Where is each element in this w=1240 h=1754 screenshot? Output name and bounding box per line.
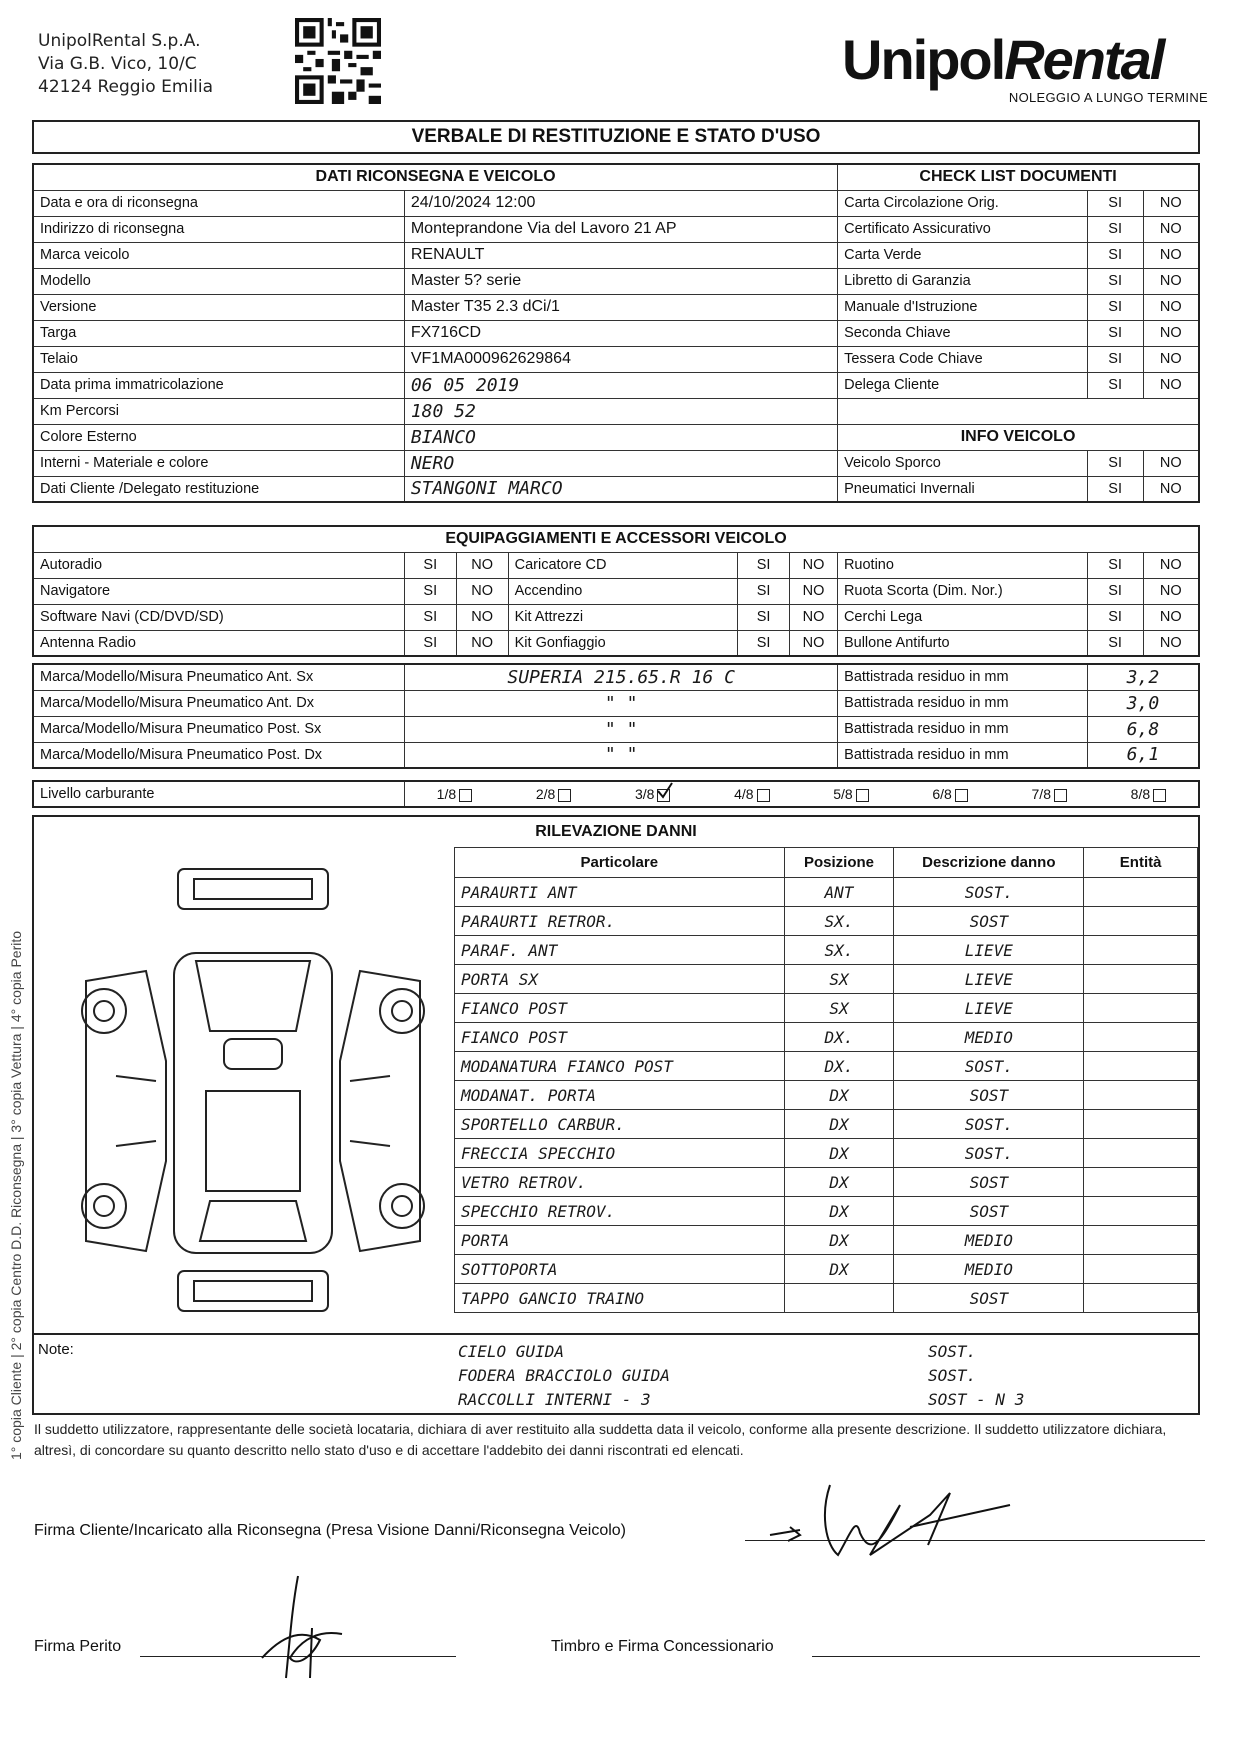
vehicle-data-row — [33, 294, 1199, 320]
damage-description: MEDIO — [894, 1226, 1084, 1255]
tyre-row — [33, 664, 1199, 690]
damage-part: FIANCO POST — [455, 994, 785, 1023]
equipment-si[interactable]: SI — [1087, 578, 1143, 604]
damage-part: PARAF. ANT — [455, 936, 785, 965]
checklist-no[interactable]: NO — [1143, 294, 1199, 320]
vehicle-data-row — [33, 190, 1199, 216]
damage-part: TAPPO GANCIO TRAINO — [455, 1284, 785, 1313]
damage-columns-row — [455, 848, 1198, 878]
equipment-no[interactable]: NO — [790, 630, 838, 656]
vehicle-field-value: 06 05 2019 — [404, 372, 837, 398]
vehicle-data-row — [33, 476, 1199, 502]
damage-row — [455, 907, 1198, 936]
checkbox-icon[interactable] — [856, 789, 869, 802]
damage-position: SX — [784, 965, 894, 994]
vehicle-data-header: DATI RICONSEGNA E VEICOLO — [33, 164, 838, 190]
fuel-level-table — [32, 780, 1200, 808]
damage-part: FRECCIA SPECCHIO — [455, 1139, 785, 1168]
perito-signature-icon — [250, 1568, 360, 1688]
damage-row — [455, 1023, 1198, 1052]
checklist-si[interactable]: SI — [1087, 320, 1143, 346]
fuel-option-label: 3/8 — [634, 786, 655, 802]
checklist-no[interactable]: NO — [1143, 372, 1199, 398]
tread-value: 3,2 — [1087, 664, 1199, 690]
damage-description: SOST — [894, 1197, 1084, 1226]
checklist-no[interactable]: NO — [1143, 320, 1199, 346]
damage-row — [455, 1081, 1198, 1110]
checklist-si[interactable]: SI — [1087, 216, 1143, 242]
equipment-no[interactable]: NO — [790, 604, 838, 630]
vehicle-data-header-row — [33, 164, 1199, 190]
vehicle-field-value: VF1MA000962629864 — [404, 346, 837, 372]
checklist-no[interactable]: NO — [1143, 268, 1199, 294]
vehicle-field-label: Interni - Materiale e colore — [33, 450, 404, 476]
note-description: SOST. — [928, 1365, 977, 1385]
info-vehicle-header: INFO VEICOLO — [838, 424, 1199, 450]
vehicle-field-value: STANGONI MARCO — [404, 476, 837, 502]
note-text: CIELO GUIDA — [458, 1341, 564, 1361]
equipment-no[interactable]: NO — [1143, 604, 1199, 630]
damage-part: SPORTELLO CARBUR. — [455, 1110, 785, 1139]
fuel-option[interactable] — [437, 786, 472, 802]
fuel-option-label: 7/8 — [1031, 786, 1051, 802]
damage-position: SX. — [784, 936, 894, 965]
declaration-text: Il suddetto utilizzatore, rappresentante delle società locataria, dichiara di aver restituito alla suddetta data il veicolo, conforme alla presente descrizione. Il suddetto utilizzatore dichiara, altresì, di concordare su quanto descritto nello stato d'uso e di accettare l'addebito dei danni riscontrati ed elencati. — [34, 1421, 1167, 1458]
note-description: SOST. — [928, 1341, 977, 1361]
damage-section — [32, 815, 1200, 1335]
equipment-si[interactable]: SI — [738, 552, 790, 578]
note-line — [458, 1339, 1198, 1363]
damage-entity — [1084, 1081, 1198, 1110]
checkbox-icon[interactable] — [1054, 789, 1067, 802]
equipment-no[interactable]: NO — [790, 578, 838, 604]
equipment-si[interactable]: SI — [404, 630, 456, 656]
equipment-row — [33, 630, 1199, 656]
damage-row — [455, 1197, 1198, 1226]
equipment-no[interactable]: NO — [790, 552, 838, 578]
vehicle-field-value: 24/10/2024 12:00 — [404, 190, 837, 216]
checked-box-icon[interactable] — [657, 789, 670, 802]
equipment-item-label: Ruotino — [837, 552, 1087, 578]
damage-column-header: Posizione — [784, 848, 894, 878]
vehicle-field-label: Colore Esterno — [33, 424, 404, 450]
fuel-option[interactable] — [635, 786, 670, 802]
tread-label: Battistrada residuo in mm — [838, 742, 1088, 768]
note-text: FODERA BRACCIOLO GUIDA — [458, 1365, 670, 1385]
equipment-item-label: Bullone Antifurto — [837, 630, 1087, 656]
vehicle-field-value: BIANCO — [404, 424, 837, 450]
logo-name-bold: Unipol — [842, 28, 1005, 91]
fuel-option-label: 4/8 — [734, 786, 754, 802]
damage-description: LIEVE — [894, 965, 1084, 994]
checklist-no[interactable]: NO — [1143, 242, 1199, 268]
vehicle-field-label: Km Percorsi — [33, 398, 404, 424]
client-signature-icon — [760, 1475, 1020, 1565]
damage-entity — [1084, 1168, 1198, 1197]
damage-part: PARAURTI RETROR. — [455, 907, 785, 936]
checklist-no[interactable]: NO — [1143, 346, 1199, 372]
tread-value: 3,0 — [1087, 690, 1199, 716]
damage-entity — [1084, 994, 1198, 1023]
damage-entity — [1084, 1110, 1198, 1139]
damage-row — [455, 1255, 1198, 1284]
checklist-si[interactable]: SI — [1087, 294, 1143, 320]
equipment-si[interactable]: SI — [404, 552, 456, 578]
equipment-header: EQUIPAGGIAMENTI E ACCESSORI VEICOLO — [33, 526, 1199, 552]
fuel-option-label: 1/8 — [436, 786, 457, 802]
checklist-item-label: Carta Verde — [838, 242, 1088, 268]
vehicle-field-label: Data e ora di riconsegna — [33, 190, 404, 216]
damage-row — [455, 1052, 1198, 1081]
damage-description: SOST — [894, 1081, 1084, 1110]
dealer-signature-label: Timbro e Firma Concessionario — [551, 1638, 774, 1655]
equipment-si[interactable]: SI — [404, 604, 456, 630]
damage-description: SOST — [894, 907, 1084, 936]
damage-row — [455, 1226, 1198, 1255]
equipment-item-label: Autoradio — [33, 552, 404, 578]
tyre-label: Marca/Modello/Misura Pneumatico Ant. Sx — [33, 664, 405, 690]
vehicle-field-value: FX716CD — [404, 320, 837, 346]
damage-entity — [1084, 1052, 1198, 1081]
vehicle-data-table — [32, 163, 1200, 503]
vehicle-field-label: Dati Cliente /Delegato restituzione — [33, 476, 404, 502]
checklist-si[interactable]: SI — [1087, 346, 1143, 372]
damage-position: DX — [784, 1110, 894, 1139]
vehicle-data-row — [33, 216, 1199, 242]
fuel-option[interactable] — [734, 786, 769, 802]
checklist-item-label: Delega Cliente — [838, 372, 1088, 398]
copy-distribution-text: 1° copia Cliente | 2° copia Centro D.D. Riconsegna | 3° copia Vettura | 4° copia Perito — [8, 930, 24, 1460]
damage-part: PORTA SX — [455, 965, 785, 994]
info-item-label: Pneumatici Invernali — [838, 476, 1088, 502]
damage-row — [455, 1168, 1198, 1197]
fuel-option-label: 5/8 — [833, 786, 853, 802]
damage-entity — [1084, 936, 1198, 965]
damage-position: DX. — [784, 1023, 894, 1052]
fuel-level-label: Livello carburante — [33, 781, 404, 807]
damage-entity — [1084, 965, 1198, 994]
damage-header: RILEVAZIONE DANNI — [535, 823, 697, 840]
vehicle-field-label: Targa — [33, 320, 404, 346]
vehicle-data-row — [33, 320, 1199, 346]
damage-entity — [1084, 878, 1198, 907]
logo-tagline: NOLEGGIO A LUNGO TERMINE — [1008, 90, 1208, 105]
damage-entity — [1084, 1023, 1198, 1052]
checklist-item-label: Carta Circolazione Orig. — [838, 190, 1088, 216]
damage-row — [455, 1110, 1198, 1139]
damage-description: SOST. — [894, 878, 1084, 907]
vehicle-data-row — [33, 372, 1199, 398]
damage-entity — [1084, 1139, 1198, 1168]
damage-description: SOST. — [894, 1052, 1084, 1081]
damage-position: DX — [784, 1226, 894, 1255]
fuel-option-label: 8/8 — [1130, 786, 1151, 802]
vehicle-field-value: Monteprandone Via del Lavoro 21 AP — [404, 216, 837, 242]
damage-position — [784, 1284, 894, 1313]
damage-row — [455, 1284, 1198, 1313]
tyre-label: Marca/Modello/Misura Pneumatico Post. Sx — [33, 716, 405, 742]
fuel-option-label: 6/8 — [932, 786, 952, 802]
equipment-item-label: Navigatore — [33, 578, 404, 604]
note-line — [458, 1363, 1198, 1387]
equipment-item-label: Software Navi (CD/DVD/SD) — [33, 604, 404, 630]
tyres-table — [32, 663, 1200, 769]
vehicle-field-value: Master 5? serie — [404, 268, 837, 294]
info-item-label: Veicolo Sporco — [838, 450, 1088, 476]
vehicle-data-row — [33, 424, 1199, 450]
vehicle-data-row — [33, 450, 1199, 476]
info-si[interactable]: SI — [1087, 450, 1143, 476]
vehicle-field-label: Data prima immatricolazione — [33, 372, 404, 398]
tyre-row — [33, 716, 1199, 742]
damage-entity — [1084, 1284, 1198, 1313]
checklist-item-label: Libretto di Garanzia — [838, 268, 1088, 294]
perito-signature-label: Firma Perito — [34, 1638, 122, 1655]
tyre-label: Marca/Modello/Misura Pneumatico Post. Dx — [33, 742, 405, 768]
equipment-item-label: Cerchi Lega — [837, 604, 1087, 630]
damage-part: SOTTOPORTA — [455, 1255, 785, 1284]
tyre-label: Marca/Modello/Misura Pneumatico Ant. Dx — [33, 690, 405, 716]
vehicle-data-row — [33, 346, 1199, 372]
damage-description: MEDIO — [894, 1255, 1084, 1284]
equipment-item-label: Antenna Radio — [33, 630, 404, 656]
damage-position: DX. — [784, 1052, 894, 1081]
checklist-no[interactable]: NO — [1143, 216, 1199, 242]
equipment-si[interactable]: SI — [738, 578, 790, 604]
company-name: UnipolRental S.p.A. — [38, 31, 201, 51]
vehicle-data-row — [33, 242, 1199, 268]
vehicle-data-row — [33, 398, 1199, 424]
company-city: 42124 Reggio Emilia — [38, 77, 213, 97]
vehicle-field-label: Marca veicolo — [33, 242, 404, 268]
damage-description: SOST — [894, 1284, 1084, 1313]
checklist-item-label: Tessera Code Chiave — [838, 346, 1088, 372]
note-description: SOST - N 3 — [928, 1389, 1025, 1409]
checklist-item-label: Certificato Assicurativo — [838, 216, 1088, 242]
fuel-option[interactable] — [833, 786, 868, 802]
damage-row — [455, 994, 1198, 1023]
dealer-signature-line — [812, 1656, 1200, 1657]
checkbox-icon[interactable] — [1153, 789, 1166, 802]
damage-description: LIEVE — [894, 994, 1084, 1023]
damage-column-header: Particolare — [455, 848, 785, 878]
vehicle-field-label: Telaio — [33, 346, 404, 372]
fuel-option-label: 2/8 — [535, 786, 556, 802]
equipment-row — [33, 578, 1199, 604]
equipment-si[interactable]: SI — [1087, 604, 1143, 630]
equipment-si[interactable]: SI — [1087, 630, 1143, 656]
equipment-row — [33, 604, 1199, 630]
checkbox-icon[interactable] — [459, 789, 472, 802]
tyre-value: " " — [405, 742, 838, 768]
equipment-no[interactable]: NO — [1143, 552, 1199, 578]
checkbox-icon[interactable] — [757, 789, 770, 802]
vehicle-field-value: 180 52 — [404, 398, 837, 424]
equipment-no[interactable]: NO — [456, 578, 508, 604]
damage-entity — [1084, 1226, 1198, 1255]
damage-part: SPECCHIO RETROV. — [455, 1197, 785, 1226]
document-title: VERBALE DI RESTITUZIONE E STATO D'USO — [32, 120, 1200, 154]
checkbox-icon[interactable] — [558, 789, 571, 802]
vehicle-field-label: Indirizzo di riconsegna — [33, 216, 404, 242]
notes-label: Note: — [38, 1341, 74, 1358]
equipment-item-label: Ruota Scorta (Dim. Nor.) — [837, 578, 1087, 604]
vehicle-diagram-icon — [56, 861, 456, 1321]
checklist-si[interactable]: SI — [1087, 268, 1143, 294]
copy-distribution-sidebar — [4, 650, 28, 1460]
vehicle-data-row — [33, 268, 1199, 294]
fuel-option[interactable] — [536, 786, 571, 802]
damage-description: SOST. — [894, 1110, 1084, 1139]
tyre-row — [33, 690, 1199, 716]
tyre-value: " " — [405, 716, 838, 742]
checklist-no[interactable]: NO — [1143, 190, 1199, 216]
tread-label: Battistrada residuo in mm — [838, 664, 1088, 690]
vehicle-field-label: Modello — [33, 268, 404, 294]
note-text: RACCOLLI INTERNI - 3 — [458, 1389, 651, 1409]
tread-label: Battistrada residuo in mm — [838, 716, 1088, 742]
equipment-si[interactable]: SI — [404, 578, 456, 604]
company-street: Via G.B. Vico, 10/C — [38, 54, 197, 74]
notes-lines — [458, 1339, 1198, 1411]
fuel-level-options — [405, 782, 1198, 806]
vehicle-field-label: Versione — [33, 294, 404, 320]
damage-part: PORTA — [455, 1226, 785, 1255]
tread-value: 6,1 — [1087, 742, 1199, 768]
equipment-row — [33, 552, 1199, 578]
damage-part: FIANCO POST — [455, 1023, 785, 1052]
tyre-row — [33, 742, 1199, 768]
checklist-si[interactable]: SI — [1087, 372, 1143, 398]
tread-label: Battistrada residuo in mm — [838, 690, 1088, 716]
damage-description: SOST — [894, 1168, 1084, 1197]
equipment-no[interactable]: NO — [456, 552, 508, 578]
checklist-empty — [838, 398, 1199, 424]
equipment-si[interactable]: SI — [738, 604, 790, 630]
damage-entity — [1084, 907, 1198, 936]
damage-row — [455, 936, 1198, 965]
damage-part: PARAURTI ANT — [455, 878, 785, 907]
vehicle-field-value: RENAULT — [404, 242, 837, 268]
equipment-table — [32, 525, 1200, 657]
checklist-si[interactable]: SI — [1087, 242, 1143, 268]
equipment-no[interactable]: NO — [1143, 578, 1199, 604]
damage-part: MODANATURA FIANCO POST — [455, 1052, 785, 1081]
qr-code-icon — [295, 18, 381, 104]
damage-description: LIEVE — [894, 936, 1084, 965]
fuel-option[interactable] — [1131, 786, 1166, 802]
info-si[interactable]: SI — [1087, 476, 1143, 502]
fuel-option[interactable] — [932, 786, 967, 802]
damage-row — [455, 1139, 1198, 1168]
damage-row — [455, 878, 1198, 907]
damage-description: SOST. — [894, 1139, 1084, 1168]
info-no[interactable]: NO — [1143, 476, 1199, 502]
checklist-header: CHECK LIST DOCUMENTI — [838, 164, 1199, 190]
equipment-no[interactable]: NO — [1143, 630, 1199, 656]
note-line — [458, 1387, 1198, 1411]
notes-section — [32, 1335, 1200, 1415]
damage-table — [454, 847, 1198, 1313]
damage-position: DX — [784, 1197, 894, 1226]
damage-position: DX — [784, 1081, 894, 1110]
equipment-item-label: Accendino — [508, 578, 738, 604]
damage-entity — [1084, 1197, 1198, 1226]
vehicle-field-value: NERO — [404, 450, 837, 476]
equipment-item-label: Caricatore CD — [508, 552, 738, 578]
damage-position: SX — [784, 994, 894, 1023]
damage-description: MEDIO — [894, 1023, 1084, 1052]
checklist-item-label: Manuale d'Istruzione — [838, 294, 1088, 320]
equipment-si[interactable]: SI — [1087, 552, 1143, 578]
damage-position: DX — [784, 1139, 894, 1168]
checkbox-icon[interactable] — [955, 789, 968, 802]
equipment-item-label: Kit Attrezzi — [508, 604, 738, 630]
tread-value: 6,8 — [1087, 716, 1199, 742]
logo-name-italic: Rental — [1004, 28, 1164, 91]
damage-position: ANT — [784, 878, 894, 907]
equipment-no[interactable]: NO — [456, 630, 508, 656]
damage-position: DX — [784, 1168, 894, 1197]
tyre-value: SUPERIA 215.65.R 16 C — [405, 664, 838, 690]
damage-entity — [1084, 1255, 1198, 1284]
damage-row — [455, 965, 1198, 994]
equipment-header-row — [33, 526, 1199, 552]
tyre-value: " " — [405, 690, 838, 716]
damage-part: VETRO RETROV. — [455, 1168, 785, 1197]
fuel-option[interactable] — [1032, 786, 1067, 802]
damage-column-header: Descrizione danno — [894, 848, 1084, 878]
vehicle-field-value: Master T35 2.3 dCi/1 — [404, 294, 837, 320]
damage-position: DX — [784, 1255, 894, 1284]
client-signature-label: Firma Cliente/Incaricato alla Riconsegna (Presa Visione Danni/Riconsegna Veicolo) — [34, 1522, 627, 1539]
checklist-si[interactable]: SI — [1087, 190, 1143, 216]
damage-position: SX. — [784, 907, 894, 936]
equipment-si[interactable]: SI — [738, 630, 790, 656]
checklist-item-label: Seconda Chiave — [838, 320, 1088, 346]
info-no[interactable]: NO — [1143, 450, 1199, 476]
company-address — [38, 30, 213, 99]
unipolrental-logo — [842, 28, 1212, 108]
damage-part: MODANAT. PORTA — [455, 1081, 785, 1110]
damage-column-header: Entità — [1084, 848, 1198, 878]
equipment-item-label: Kit Gonfiaggio — [508, 630, 738, 656]
equipment-no[interactable]: NO — [456, 604, 508, 630]
